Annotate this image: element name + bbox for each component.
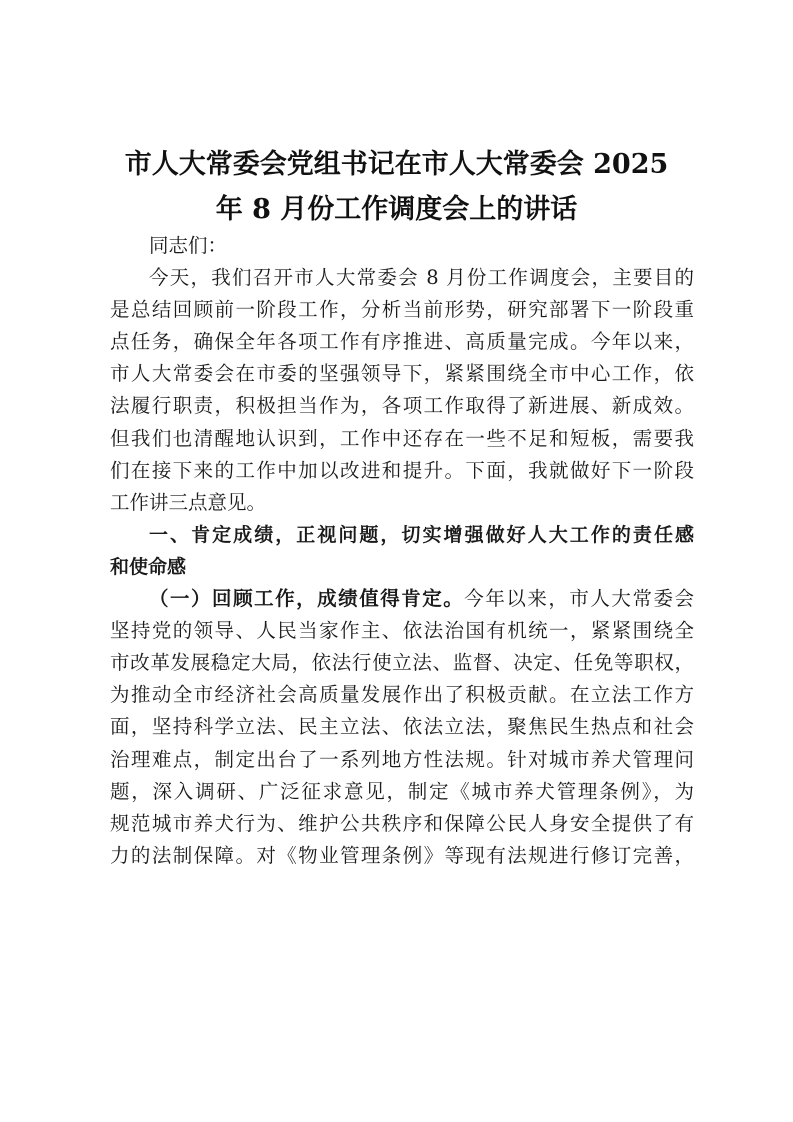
intro-line: 是总结回顾前一阶段工作，分析当前形势，研究部署下一阶段重 — [110, 298, 694, 322]
subsection-paragraph-1 — [110, 583, 694, 872]
title-line-1: 市人大常委会党组书记在市人大常委会 2025 — [124, 149, 669, 180]
subsection-line: 面，坚持科学立法、民主立法、依法立法，聚焦民生热点和社会 — [110, 715, 694, 739]
section-heading-line: 和使命感 — [110, 555, 187, 578]
salutation — [110, 230, 694, 262]
intro-line: 今天，我们召开市人大常委会 8 月份工作调度会，主要目的 — [149, 266, 694, 290]
intro-paragraph — [110, 262, 694, 519]
subsection-line: 规范城市养犬行为、维护公共秩序和保障公民人身安全提供了有 — [110, 811, 694, 835]
subsection-lead: （一）回顾工作，成绩值得肯定。 — [149, 587, 465, 611]
document-body — [110, 230, 694, 872]
intro-line: 们在接下来的工作中加以改进和提升。下面，我就做好下一阶段 — [110, 458, 694, 482]
intro-line: 但我们也清醒地认识到，工作中还存在一些不足和短板，需要我 — [110, 426, 694, 450]
salutation-text: 同志们： — [149, 234, 228, 257]
subsection-line: 题，深入调研、广泛征求意见，制定《城市养犬管理条例》，为 — [110, 779, 694, 803]
subsection-line: 力的法制保障。对《物业管理条例》等现有法规进行修订完善， — [110, 843, 694, 867]
section-heading-1 — [110, 519, 694, 583]
subsection-line: 坚持党的领导、人民当家作主、依法治国有机统一，紧紧围绕全 — [110, 619, 694, 643]
title-line-2: 年 8 月份工作调度会上的讲话 — [215, 194, 578, 225]
subsection-line: 市改革发展稳定大局，依法行使立法、监督、决定、任免等职权， — [110, 651, 694, 675]
section-heading-line: 一、肯定成绩，正视问题，切实增强做好人大工作的责任感 — [149, 523, 694, 546]
subsection-first-line-rest: 今年以来，市人大常委会 — [464, 587, 694, 611]
intro-line: 市人大常委会在市委的坚强领导下，紧紧围绕全市中心工作，依 — [110, 362, 694, 386]
intro-line: 点任务，确保全年各项工作有序推进、高质量完成。今年以来， — [110, 330, 694, 354]
subsection-line: 为推动全市经济社会高质量发展作出了积极贡献。在立法工作方 — [110, 683, 694, 707]
subsection-first-line — [110, 583, 694, 615]
document-title — [100, 142, 693, 232]
subsection-line: 治理难点，制定出台了一系列地方性法规。针对城市养犬管理问 — [110, 747, 694, 771]
intro-line: 工作讲三点意见。 — [110, 490, 267, 514]
intro-line: 法履行职责，积极担当作为，各项工作取得了新进展、新成效。 — [110, 394, 694, 418]
